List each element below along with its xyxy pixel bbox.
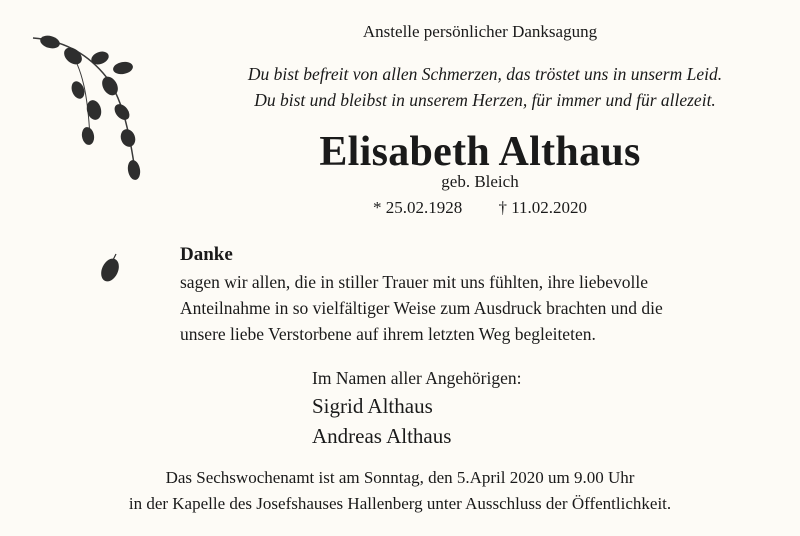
birth-date: * 25.02.1928 xyxy=(372,198,463,217)
thanks-heading: Danke xyxy=(180,244,233,265)
thanks-line: Anteilnahme in so vielfältiger Weise zum Ausdruck brachten und die xyxy=(180,298,663,318)
signature-name: Sigrid Althaus xyxy=(312,394,433,418)
thanks-line: unsere liebe Verstorbene auf ihrem letzten Weg begleiteten. xyxy=(180,324,596,344)
service-notice-line-2: in der Kapelle des Josefshauses Hallenberg unter Ausschluss der Öffentlichkeit. xyxy=(128,494,672,513)
death-date: † 11.02.2020 xyxy=(498,198,588,217)
service-notice-line-1: Das Sechswochenamt ist am Sonntag, den 5.April 2020 um 9.00 Uhr xyxy=(165,468,635,487)
birch-branch-icon xyxy=(28,28,148,188)
poem-line-2: Du bist und bleibst in unserem Herzen, für immer und für allezeit. xyxy=(254,90,716,110)
poem-line-1: Du bist befreit von allen Schmerzen, das tröstet uns in unserm Leid. xyxy=(247,64,723,84)
intro-text: Anstelle persönlicher Danksagung xyxy=(362,22,598,41)
falling-leaf-icon xyxy=(96,248,126,288)
signature-name: Andreas Althaus xyxy=(312,424,452,448)
signature-intro: Im Namen aller Angehörigen: xyxy=(312,368,522,388)
maiden-name: geb. Bleich xyxy=(441,172,519,191)
deceased-name: Elisabeth Althaus xyxy=(319,129,641,175)
life-dates xyxy=(240,198,720,218)
thanks-line: sagen wir allen, die in stiller Trauer mit uns fühlten, ihre liebevolle xyxy=(180,272,649,292)
